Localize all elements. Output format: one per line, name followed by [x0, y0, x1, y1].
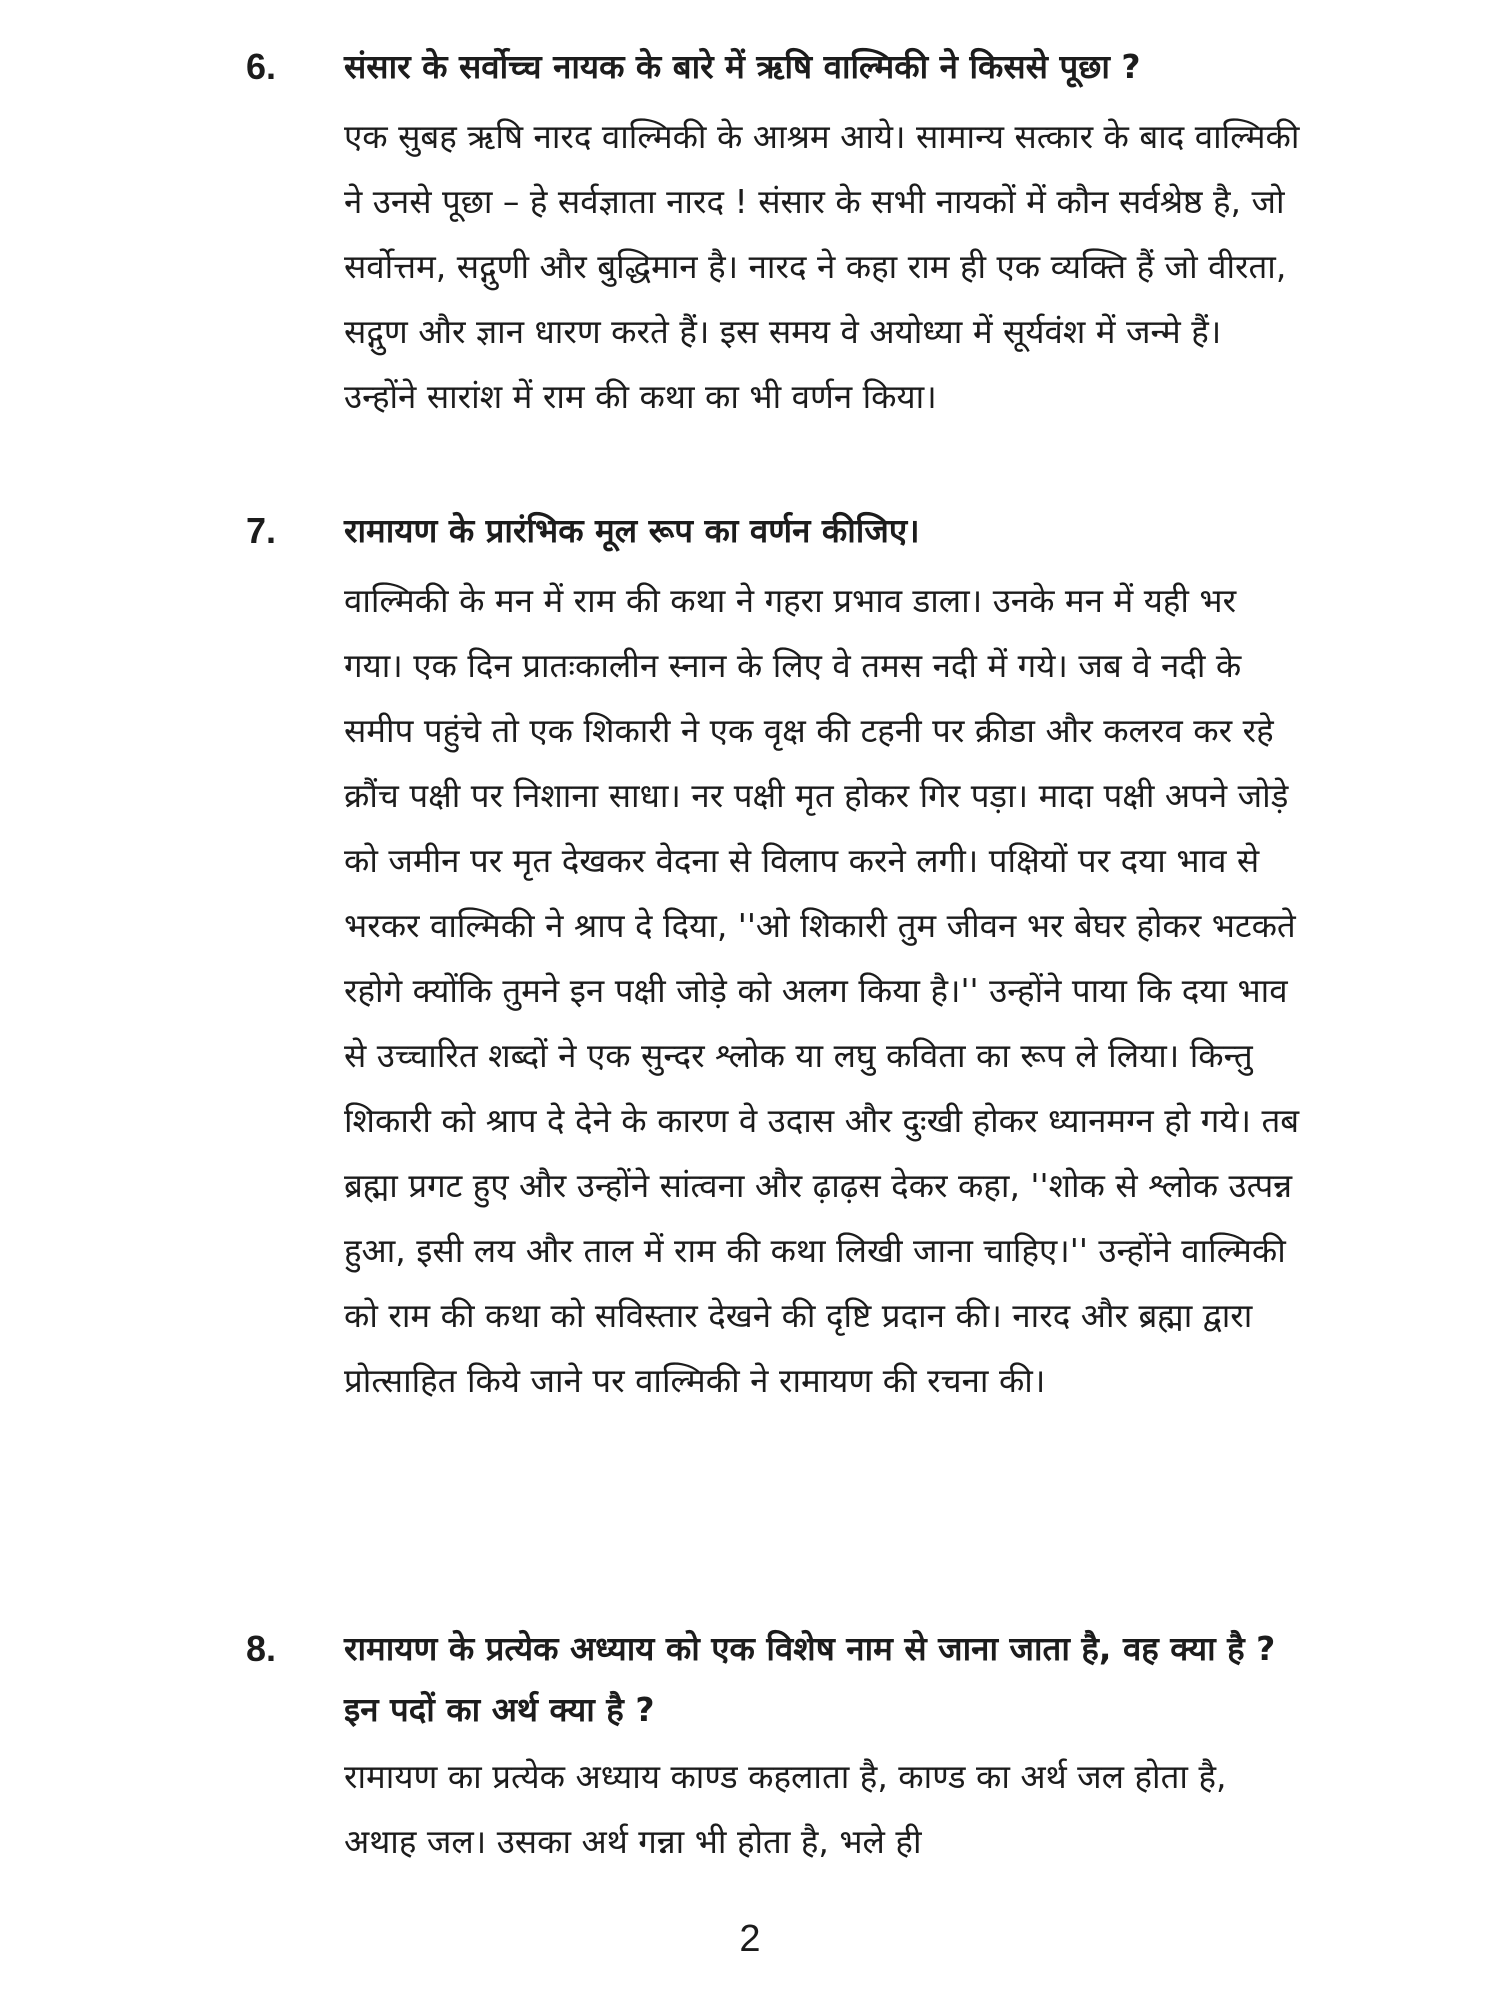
page-number: 2 — [739, 1918, 761, 1960]
answer-paragraph: वाल्मिकी के मन में राम की कथा ने गहरा प्रभाव डाला। उनके मन में यही भर गया। एक दिन प्रातःकालीन स्नान के लिए वे तमस नदी में गये। जब वे नदी के समीप पहुंचे तो एक शिकारी ने एक वृक्ष की टहनी पर क्रीडा और कलरव कर रहे क्रौंच पक्षी पर निशाना साधा। नर पक्षी मृत होकर गिर पड़ा। मादा पक्षी अपने जोड़े को जमीन पर मृत देखकर वेदना से विलाप करने लगी। पक्षियों पर दया भाव से भरकर वाल्मिकी ने श्राप दे दिया, ''ओ शिकारी तुम जीवन भर बेघर होकर भटकते रहोगे क्योंकि तुमने इन पक्षी जोड़े को अलग किया है।'' उन्होंने पाया कि दया भाव से उच्चारित शब्दों ने एक सुन्दर श्लोक या लघु कविता का रूप ले लिया। किन्तु शिकारी को श्राप दे देने के कारण वे उदास और दुःखी होकर ध्यानमग्न हो गये। तब ब्रह्मा प्रगट हुए और उन्होंने सांत्वना और ढ़ाढ़स देकर कहा, ''शोक से श्लोक उत्पन्न हुआ, इसी लय और ताल में राम की कथा लिखी जाना चाहिए।'' उन्होंने वाल्मिकी को राम की कथा को सविस्तार देखने की दृष्टि प्रदान की। नारद और ब्रह्मा द्वारा प्रोत्साहित किये जाने पर वाल्मिकी ने रामायण की रचना की। — [344, 581, 1300, 1400]
question-heading: रामायण के प्रत्येक अध्याय को एक विशेष नाम से जाना जाता है, वह क्या है ? इन पदों का अर्थ क्या है ? — [344, 1629, 1276, 1729]
question-number: 6. — [246, 46, 277, 87]
question-heading: रामायण के प्रारंभिक मूल रूप का वर्णन कीजिए। — [344, 511, 920, 550]
question-heading: संसार के सर्वोच्च नायक के बारे में ऋषि वाल्मिकी ने किससे पूछा ? — [344, 47, 1141, 86]
question-number: 7. — [246, 510, 277, 551]
question-number: 8. — [246, 1628, 277, 1669]
answer-paragraph: रामायण का प्रत्येक अध्याय काण्ड कहलाता है, काण्ड का अर्थ जल होता है, अथाह जल। उसका अर्थ गन्ना भी होता है, भले ही — [344, 1757, 1227, 1861]
answer-paragraph: एक सुबह ऋषि नारद वाल्मिकी के आश्रम आये। सामान्य सत्कार के बाद वाल्मिकी ने उनसे पूछा – हे सर्वज्ञाता नारद ! संसार के सभी नायकों में कौन सर्वश्रेष्ठ है, जो सर्वोत्तम, सद्गुणी और बुद्धिमान है। नारद ने कहा राम ही एक व्यक्ति हैं जो वीरता, सद्गुण और ज्ञान धारण करते हैं। इस समय वे अयोध्या में सूर्यवंश में जन्मे हैं। उन्होंने सारांश में राम की कथा का भी वर्णन किया। — [344, 117, 1300, 416]
